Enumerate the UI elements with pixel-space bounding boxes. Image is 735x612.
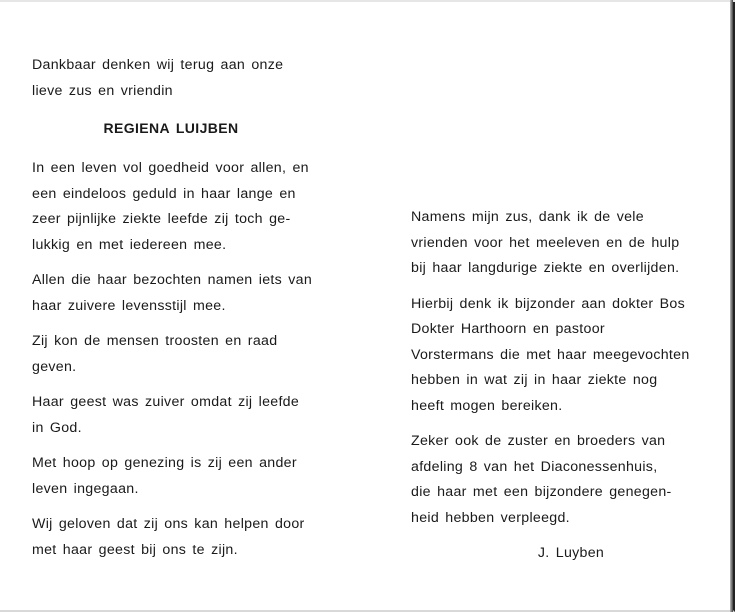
intro-line: Dankbaar denken wij terug aan onze [32,57,284,73]
text-line: geven. [32,358,77,375]
paragraph [411,429,711,531]
paragraph [32,390,332,441]
text-line: Allen die haar bezochten namen iets van [32,272,313,288]
text-line: leven ingegaan. [32,480,139,497]
text-line: heid hebben verpleegd. [411,509,570,526]
text-line: hebben in wat zij in haar ziekte nog [411,372,658,388]
text-line: vrienden voor het meeleven en de hulp [411,234,680,251]
text-line: Wij geloven dat zij ons kan helpen door [32,516,305,532]
paragraph [32,512,332,563]
text-line: afdeling 8 van het Diaconessenhuis, [411,458,658,475]
text-line: een eindeloos geduld in haar lange en [32,185,296,202]
deceased-name: REGIENA LUIJBEN [103,120,239,136]
intro-text [32,53,332,104]
text-line: met haar geest bij ons te zijn. [32,541,238,558]
text-line: Met hoop op genezing is zij een ander [32,455,297,471]
text-line: In een leven vol goedheid voor allen, en [32,160,309,176]
text-line: Zij kon de mensen troosten en raad [32,333,278,349]
text-line: Dokter Harthoorn en pastoor [411,321,605,337]
text-line: bij haar langdurige ziekte en overlijden. [411,260,680,276]
text-line: in God. [32,419,82,436]
text-line: zeer pijnlijke ziekte leefde zij toch ge- [32,211,291,227]
paragraph [32,268,332,319]
text-line: Namens mijn zus, dank ik de vele [411,209,644,225]
right-panel [411,205,711,567]
paragraph [32,451,332,502]
text-line: Zeker ook de zuster en broeders van [411,433,666,449]
paragraph [411,205,711,282]
intro-line: lieve zus en vriendin [32,82,173,99]
paragraph [411,292,711,420]
text-line: Hierbij denk ik bijzonder aan dokter Bos [411,295,685,312]
text-line: die haar met een bijzondere genegen- [411,484,672,500]
paragraph [32,329,332,380]
signature: J. Luyben [537,545,605,561]
paragraph [32,156,332,258]
text-line: Vorstermans die met haar meegevochten [411,346,690,363]
text-line: heeft mogen bereiken. [411,397,563,414]
card-right-edge [730,0,733,612]
left-panel [32,53,332,573]
text-line: Haar geest was zuiver omdat zij leefde [32,394,300,410]
card-top-edge [0,0,735,2]
text-line: haar zuivere levensstijl mee. [32,297,226,314]
text-line: lukkig en met iedereen mee. [32,236,227,253]
